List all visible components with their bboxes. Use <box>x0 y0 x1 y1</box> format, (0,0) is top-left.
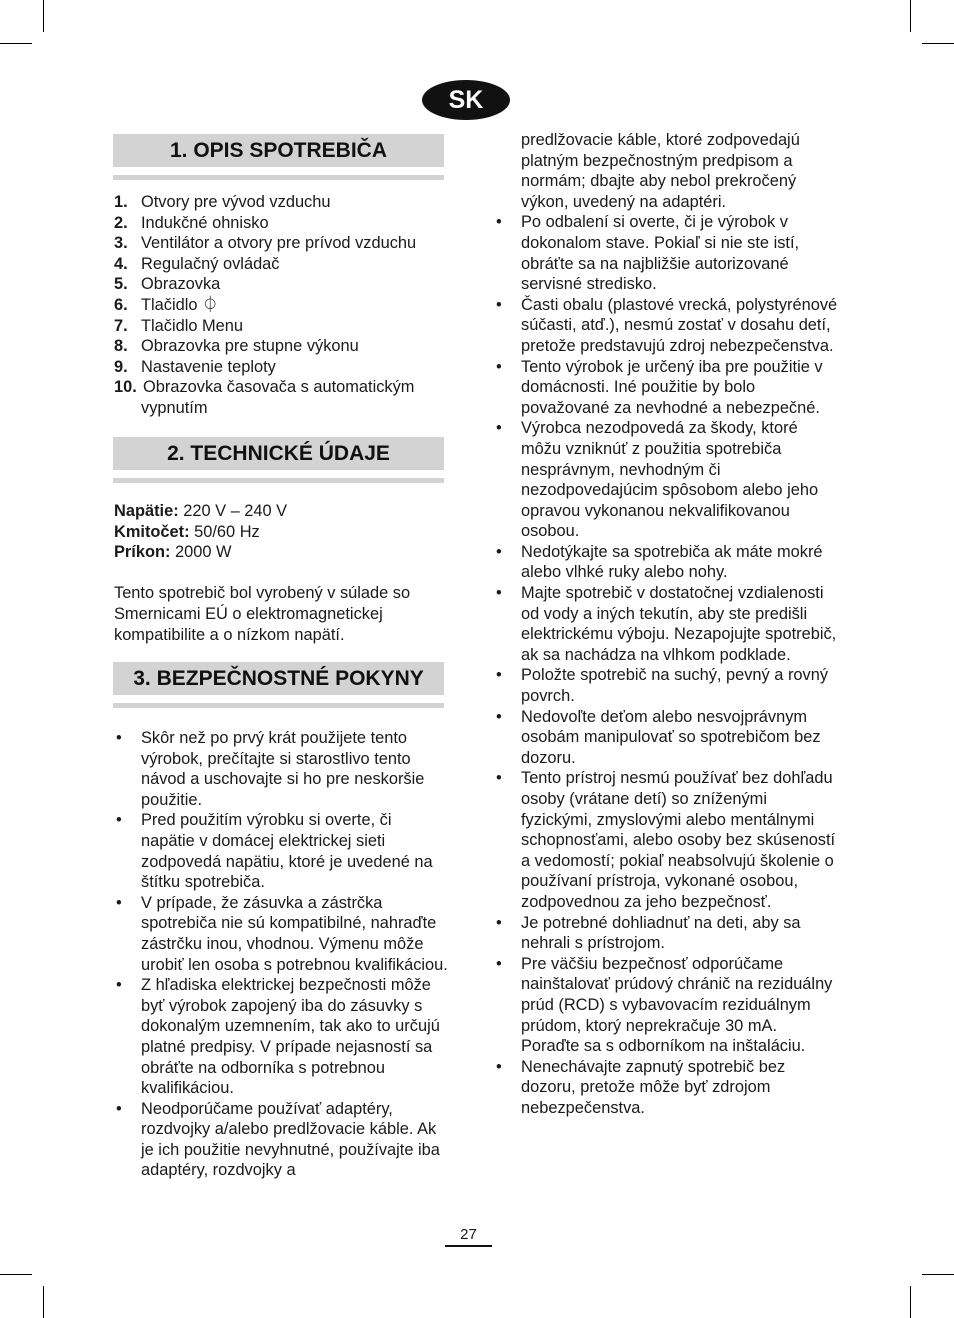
spec-value: 2000 W <box>170 543 232 562</box>
bullet-item: • Časti obalu (plastové vrecká, polystyrénové súčasti, atď.), nesmú zostať v dosahu detí, pretože predstavujú zdroj nebezpečenstva. <box>494 295 839 357</box>
spec-row <box>114 542 444 563</box>
parts-list-block <box>114 192 449 419</box>
item-number: 3. <box>114 234 128 253</box>
item-text: Nastavenie teploty <box>141 357 276 376</box>
list-item <box>114 213 449 234</box>
item-text: Tlačidlo Menu <box>141 316 244 335</box>
item-number: 8. <box>114 337 128 356</box>
list-item <box>114 192 449 213</box>
item-number: 10. <box>114 378 137 397</box>
safety-left-column <box>114 728 449 1181</box>
item-text: Tlačidlo ⏀ <box>141 295 219 314</box>
compliance-note: Tento spotrebič bol vyrobený v súlade so Smernicami EÚ o elektromagnetickej kompatibilite a o nízkom napätí. <box>114 584 411 644</box>
item-text: Otvory pre vývod vzduchu <box>141 193 331 211</box>
list-item <box>114 274 449 295</box>
item-number: 7. <box>114 316 128 335</box>
language-badge: SK <box>422 80 510 120</box>
bullet-item: • Po odbalení si overte, či je výrobok v dokonalom stave. Pokiaľ si nie ste istí, obráťte sa na najbližšie autorizované servisné stredisko. <box>494 212 839 294</box>
bullet-item: • Pred použitím výrobku si overte, či napätie v domácej elektrickej sieti zodpovedá napätiu, ktoré je uvedené na štítku spotrebiča. <box>114 810 449 892</box>
item-text: Obrazovka pre stupne výkonu <box>141 337 359 356</box>
section-title-technical-data: 2. TECHNICKÉ ÚDAJE <box>113 437 444 470</box>
crop-mark <box>0 1274 32 1275</box>
list-item <box>114 233 449 254</box>
item-text: Indukčné ohnisko <box>141 213 269 232</box>
item-number: 2. <box>114 213 128 232</box>
bullet-item: • Nedotýkajte sa spotrebiča ak máte mokré alebo vlhké ruky alebo nohy. <box>494 542 839 583</box>
crop-mark <box>0 43 32 44</box>
crop-mark <box>922 43 954 44</box>
bullet-item: • Položte spotrebič na suchý, pevný a rovný povrch. <box>494 665 839 706</box>
crop-mark <box>43 0 44 32</box>
bullet-item: • Majte spotrebič v dostatočnej vzdialenosti od vody a iných tekutín, aby ste predišli elektrickému výboju. Nezapojujte spotrebič, ak sa nachádza na vlhkom podklade. <box>494 583 839 665</box>
item-text: Regulačný ovládač <box>141 254 280 273</box>
bullet-item: • Skôr než po prvý krát použijete tento výrobok, prečítajte si starostlivo tento návod a uschovajte si ho pre neskoršie použitie. <box>114 728 449 810</box>
section-divider <box>113 703 444 708</box>
item-number: 5. <box>114 275 128 294</box>
spec-row <box>114 522 444 543</box>
item-number: 1. <box>114 193 128 211</box>
spec-value: 50/60 Hz <box>189 522 260 541</box>
safety-list-right <box>494 212 839 1118</box>
item-number: 9. <box>114 357 128 376</box>
list-item <box>114 357 449 378</box>
item-text: Ventilátor a otvory pre prívod vzduchu <box>141 234 417 253</box>
bullet-item: • Nenechávajte zapnutý spotrebič bez dozoru, pretože môže byť zdrojom nebezpečenstva. <box>494 1057 839 1119</box>
parts-list <box>114 192 449 419</box>
bullet-item: • Z hľadiska elektrickej bezpečnosti môže byť výrobok zapojený iba do zásuvky s dokonalým uzemnením, tak ako to určujú platné predpisy. V prípade nejasností sa obráťte na odborníka s potrebnou kvalifikáciou. <box>114 975 449 1099</box>
bullet-item: • Tento výrobok je určený iba pre použitie v domácnosti. Iné použitie by bolo považované za nevhodné a nebezpečné. <box>494 357 839 419</box>
list-item <box>114 254 449 275</box>
page-number: 27 <box>445 1226 492 1247</box>
spec-value: 220 V – 240 V <box>178 502 288 520</box>
crop-mark <box>910 0 911 32</box>
section-divider <box>113 175 444 180</box>
bullet-item: • Nedovoľte deťom alebo nesvojprávnym osobám manipulovať so spotrebičom bez dozoru. <box>494 707 839 769</box>
section-title-safety: 3. BEZPEČNOSTNÉ POKYNY <box>113 662 444 695</box>
item-text: Obrazovka časovača s automatickým vypnutím <box>141 378 415 417</box>
item-number: 4. <box>114 254 128 273</box>
bullet-item: • Výrobca nezodpovedá za škody, ktoré môžu vzniknúť z použitia spotrebiča nesprávnym, nevhodným či nezodpovedajúcim spôsobom alebo jeho opravou vykonanou nekvalifikovanou osobou. <box>494 418 839 542</box>
bullet-item: • Pre väčšiu bezpečnosť odporúčame nainštalovať prúdový chránič na reziduálny prúd (RCD) s vybavovacím reziduálnym prúdom, ktorý neprekračuje 30 mA. Poraďte sa s odborníkom na inštaláciu. <box>494 954 839 1057</box>
list-item <box>114 316 449 337</box>
safety-right-column <box>494 130 839 1119</box>
specs-block <box>114 501 444 645</box>
item-text: Obrazovka <box>141 275 221 294</box>
list-item <box>114 336 449 357</box>
bullet-item: • Tento prístroj nesmú používať bez dohľadu osoby (vrátane detí) so zníženými fyzickými, zmyslovými alebo mentálnymi schopnosťami, alebo osoby bez skúseností a vedomostí; pokiaľ neabsolvujú školenie o používaní prístroja, vykonané osobou, zodpovednou za jeho bezpečnosť. <box>494 768 839 912</box>
crop-mark <box>43 1286 44 1318</box>
spec-label: Kmitočet: <box>114 522 190 541</box>
spec-label: Príkon: <box>114 543 171 562</box>
bullet-item: • Neodporúčame používať adaptéry, rozdvojky a/alebo predlžovacie káble. Ak je ich použitie nevyhnutné, používajte iba adaptéry, rozdvojky a <box>114 1099 449 1181</box>
specs-list <box>114 501 444 563</box>
section-title-description: 1. OPIS SPOTREBIČA <box>113 134 444 167</box>
section-divider <box>113 478 444 483</box>
bullet-item: • V prípade, že zásuvka a zástrčka spotrebiča nie sú kompatibilné, nahraďte zástrčku inou, vhodnou. Výmenu môže urobiť len osoba s potrebnou kvalifikáciou. <box>114 893 449 975</box>
spec-label: Napätie: <box>114 502 179 520</box>
bullet-item: • Je potrebné dohliadnuť na deti, aby sa nehrali s prístrojom. <box>494 913 839 954</box>
crop-mark <box>910 1286 911 1318</box>
safety-list-left <box>114 728 449 1181</box>
continuation-text: predlžovacie káble, ktoré zodpovedajú platným bezpečnostným predpisom a normám; dbajte aby nebol prekročený výkon, uvedený na adaptéri. <box>521 131 800 211</box>
list-item <box>114 377 449 418</box>
list-item <box>114 295 449 316</box>
item-number: 6. <box>114 295 128 314</box>
spec-row <box>114 501 444 522</box>
crop-mark <box>922 1274 954 1275</box>
